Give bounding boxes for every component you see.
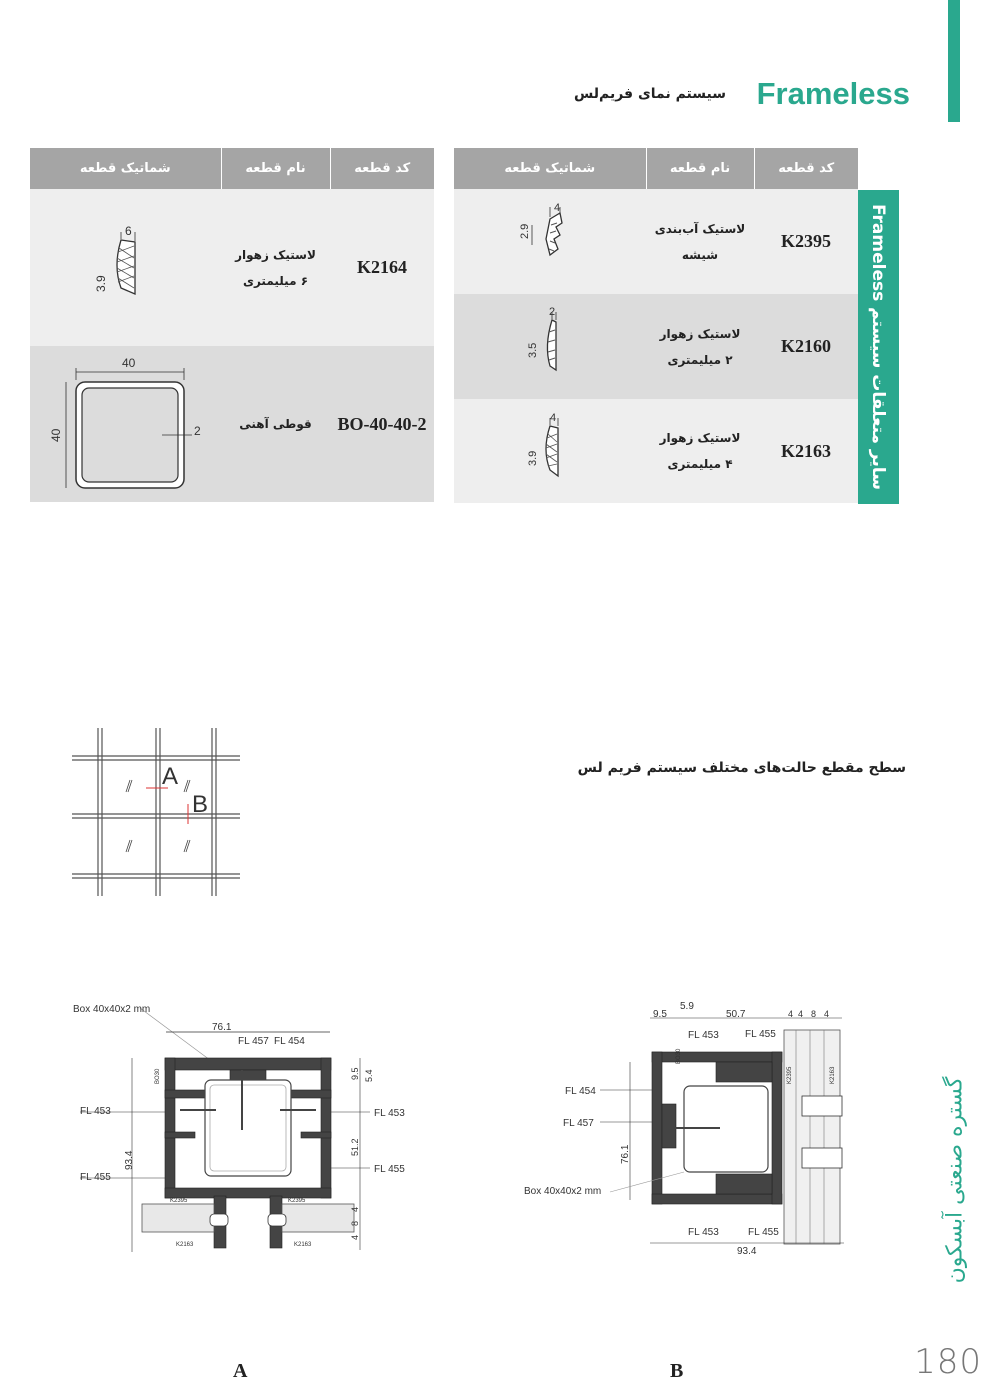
dim-5-4: 5.4 [364,1069,374,1082]
section-title: سطح مقطع حالت‌های مختلف سیستم فریم لس [577,760,906,776]
schematic-cell [30,189,221,346]
side-tab-label: سایر متعلقات سیستم Frameless [868,204,888,490]
header-name: نام قطعه [646,148,754,189]
k2160-schematic [520,305,580,380]
part-code: K2395 [754,189,858,294]
part-code: K2164 [330,189,434,346]
side-tab [858,190,899,504]
dim-width: 2 [549,305,556,318]
part-code: BO-40-40-2 [330,346,434,502]
part-name: لاستیک زهوار ۶ میلیمتری [221,189,330,346]
dim-51-2: 51.2 [350,1138,360,1156]
dim-4-c: 4 [824,1009,830,1019]
dim-height: 40 [48,428,63,442]
k2163-label: K2163 [830,1066,836,1084]
table-header-row [30,148,434,189]
dim-50-7: 50.7 [726,1009,746,1020]
schematic-cell [454,399,646,503]
part-name: لاستیک آب‌بندی شیشه [646,189,754,294]
fl455-top-label: FL 455 [745,1029,776,1040]
fl457-label: FL 457 [238,1036,269,1047]
part-name: لاستیک زهوار ۴ میلیمتری [646,399,754,503]
k2163-label-a: K2163 [176,1242,194,1248]
header-code: کد قطعه [754,148,858,189]
dim-9-5: 9.5 [350,1067,360,1080]
k2395-schematic [519,201,580,275]
bo30-label: BO30 [676,1048,682,1064]
dim-4-a: 4 [350,1206,360,1212]
fl455-left-label: FL 455 [80,1172,111,1183]
detail-b-caption: B [670,1360,684,1382]
dim-height: 3.5 [527,342,539,358]
detail-a-drawing [70,1000,410,1260]
dim-width: 76.1 [212,1022,232,1033]
brand-title: Frameless [756,76,910,111]
bo30-label: BO30 [155,1068,161,1084]
detail-b-drawing [520,1000,860,1260]
dim-4-b: 4 [350,1234,360,1240]
accent-bar [948,0,960,122]
dim-height: 3.9 [93,274,108,292]
dim-8: 8 [350,1220,360,1226]
dim-thickness: 2 [193,424,201,438]
k2163-schematic [520,414,580,484]
dim-93-4: 93.4 [737,1246,757,1257]
box-label: Box 40x40x2 mm [73,1004,151,1015]
table-row [454,294,858,399]
fl455-bottom-label: FL 455 [748,1227,779,1238]
table-row [454,399,858,503]
schematic-cell [30,346,221,502]
parts-table-left [30,148,434,502]
part-name: لاستیک زهوار ۲ میلیمتری [646,294,754,399]
page-subtitle: سیستم نمای فریم‌لس [573,86,726,102]
k2395-label: K2395 [787,1066,793,1084]
table-row [30,189,434,346]
fl453-right-label: FL 453 [374,1108,405,1119]
k2395-label-b: K2395 [288,1198,306,1204]
dim-4-a: 4 [788,1009,794,1019]
k2164-schematic [91,223,161,306]
dim-8: 8 [811,1009,817,1019]
fl453-left-label: FL 453 [80,1106,111,1117]
dim-height: 3.9 [527,450,539,466]
fl457-label: FL 457 [563,1118,594,1129]
header-schematic: شماتیک قطعه [30,148,221,189]
header-schematic: شماتیک قطعه [454,148,646,189]
table-row [30,346,434,502]
box-label: Box 40x40x2 mm [524,1186,602,1197]
dim-width: 40 [121,356,135,370]
dim-width: 4 [550,412,557,424]
dim-4-b: 4 [798,1009,804,1019]
parts-table-right [454,148,858,503]
grid-label-a: A [162,763,179,790]
company-name: گستره صنعتی آبسکون [942,1076,968,1284]
box-schematic [36,352,216,492]
table-row [454,189,858,294]
k2395-label-a: K2395 [170,1198,188,1204]
dim-width: 4 [554,201,561,214]
dim-9-5: 9.5 [653,1009,667,1020]
dim-height: 2.9 [519,223,531,239]
page-number: 180 [914,1342,982,1382]
fl455-right-label: FL 455 [374,1164,405,1175]
header-name: نام قطعه [221,148,330,189]
fl454-label: FL 454 [274,1036,305,1047]
schematic-cell [454,189,646,294]
part-name: قوطی آهنی [221,346,330,502]
dim-width: 6 [124,223,132,238]
table-header-row [454,148,858,189]
fl453-bottom-label: FL 453 [688,1227,719,1238]
detail-a-caption: A [233,1360,248,1382]
dim-5-9: 5.9 [680,1001,694,1012]
fl453-top-label: FL 453 [688,1030,719,1041]
facade-grid-diagram [72,728,242,898]
fl454-label: FL 454 [565,1086,596,1097]
part-code: K2160 [754,294,858,399]
dim-76-1: 76.1 [620,1144,631,1164]
part-code: K2163 [754,399,858,503]
dim-height: 93.4 [124,1150,135,1170]
grid-label-b: B [192,791,209,818]
k2163-label-b: K2163 [294,1242,312,1248]
schematic-cell [454,294,646,399]
header-code: کد قطعه [330,148,434,189]
